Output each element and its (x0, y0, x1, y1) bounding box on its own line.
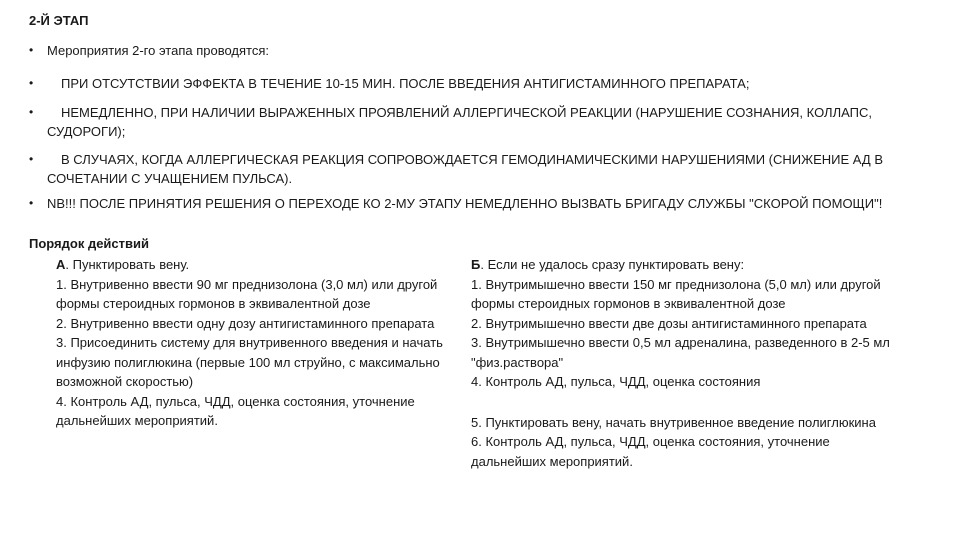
bullet-icon: • (29, 43, 34, 57)
list-item: 3. Присоединить систему для внутривенного введения и начать инфузию полиглюкина (первые 100 мл струйно, с максимально возможной скоростью) (56, 335, 443, 389)
list-item: 5. Пунктировать вену, начать внутривенное введение полиглюкина (471, 414, 876, 430)
column-a-label: А (56, 257, 66, 272)
column-b-title (471, 255, 901, 275)
list-item (29, 41, 929, 60)
list-item: 6. Контроль АД, пульса, ЧДД, оценка состояния, уточнение дальнейших мероприятий. (471, 434, 830, 469)
list-item: 1. Внутривенно ввести 90 мг преднизолона (3,0 мл) или другой формы стероидных гормонов в эквивалентной дозе (56, 276, 438, 311)
list-item: 4. Контроль АД, пульса, ЧДД, оценка состояния, уточнение дальнейших мероприятий. (56, 393, 415, 428)
bullet-icon: • (29, 76, 34, 90)
column-b-title-text: . Если не удалось сразу пунктировать вену: (480, 257, 745, 272)
bullet-icon: • (29, 105, 34, 119)
column-a-title (56, 255, 466, 275)
column-a-title-text: . Пунктировать вену. (65, 257, 190, 272)
list-item (29, 103, 929, 141)
bullet-icon: • (29, 196, 34, 210)
list-item-text: НЕМЕДЛЕННО, ПРИ НАЛИЧИИ ВЫРАЖЕННЫХ ПРОЯВЛЕНИЙ АЛЛЕРГИЧЕСКОЙ РЕАКЦИИ (НАРУШЕНИЕ СОЗНАНИЯ, КОЛЛАПС, СУДОРОГИ); (47, 105, 872, 139)
list-item: 2. Внутривенно ввести одну дозу антигистаминного препарата (56, 315, 435, 331)
list-item-text: Мероприятия 2-го этапа проводятся: (47, 43, 270, 58)
page-heading: 2-Й ЭТАП (29, 13, 89, 28)
column-b-label: Б (471, 257, 481, 272)
section-title: Порядок действий (29, 236, 149, 251)
list-item: 4. Контроль АД, пульса, ЧДД, оценка состояния (471, 374, 761, 389)
column-b (471, 255, 901, 471)
list-item (29, 74, 929, 93)
list-item-text: В СЛУЧАЯХ, КОГДА АЛЛЕРГИЧЕСКАЯ РЕАКЦИЯ СОПРОВОЖДАЕТСЯ ГЕМОДИНАМИЧЕСКИМИ НАРУШЕНИЯМИ (СНИЖЕНИЕ АД В СОЧЕТАНИИ С УЧАЩЕНИЕМ ПУЛЬСА). (47, 152, 883, 186)
column-a (56, 255, 466, 431)
conditions-list (29, 41, 929, 213)
list-item (29, 150, 929, 188)
list-item-text: NB!!! ПОСЛЕ ПРИНЯТИЯ РЕШЕНИЯ О ПЕРЕХОДЕ КО 2-МУ ЭТАПУ НЕМЕДЛЕННО ВЫЗВАТЬ БРИГАДУ СЛУЖБЫ "СКОРОЙ ПОМОЩИ"! (47, 196, 883, 211)
list-item: 3. Внутримышечно ввести 0,5 мл адреналина, разведенного в 2-5 мл "физ.раствора" (471, 335, 890, 370)
list-item-text: ПРИ ОТСУТСТВИИ ЭФФЕКТА В ТЕЧЕНИЕ 10-15 МИН. ПОСЛЕ ВВЕДЕНИЯ АНТИГИСТАМИННОГО ПРЕПАРАТА; (61, 76, 750, 91)
list-item: 1. Внутримышечно ввести 150 мг преднизолона (5,0 мл) или другой формы стероидных гормонов в эквивалентной дозе (471, 276, 881, 311)
list-item (29, 194, 929, 213)
list-item: 2. Внутримышечно ввести две дозы антигистаминного препарата (471, 315, 867, 331)
bullet-icon: • (29, 152, 34, 166)
